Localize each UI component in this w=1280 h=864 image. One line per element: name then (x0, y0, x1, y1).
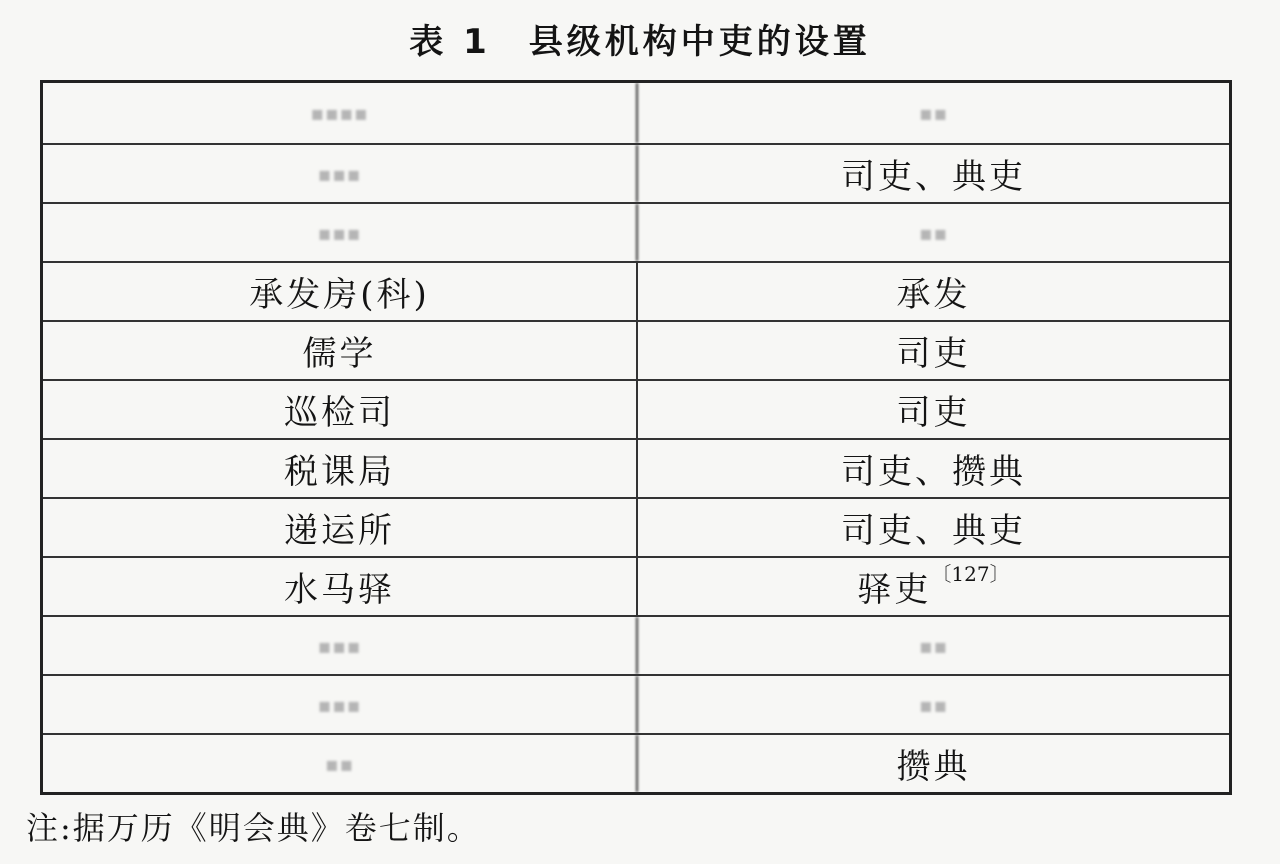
header-cell-clerk: ▪▪ (918, 101, 949, 125)
table-row (43, 202, 1229, 261)
clerk-cell: 司吏 (896, 393, 971, 433)
table-row (43, 674, 1229, 733)
institution-cell: 水马驿 (43, 558, 638, 615)
institution-cell: ▪▪▪ (43, 676, 638, 733)
institution-cell: 递运所 (43, 499, 638, 556)
table-row (43, 379, 1229, 438)
clerk-cell: ▪▪ (918, 220, 949, 245)
citation-superscript: 〔127〕 (931, 562, 1010, 586)
table-header-row (43, 83, 1229, 143)
table-row (43, 733, 1229, 792)
institution-cell: ▪▪ (43, 735, 638, 792)
clerk-text: 驿吏 (857, 570, 932, 610)
institution-cell: 税课局 (43, 440, 638, 497)
data-table (40, 80, 1232, 795)
table-title: 表 1 县级机构中吏的设置 (409, 22, 871, 62)
table-row (43, 497, 1229, 556)
clerk-cell: 司吏、典吏 (841, 157, 1026, 197)
clerk-cell: 司吏、典吏 (841, 511, 1026, 551)
institution-cell: 巡检司 (43, 381, 638, 438)
clerk-cell: 承发 (896, 275, 971, 315)
table-row (43, 615, 1229, 674)
institution-cell: ▪▪▪ (43, 617, 638, 674)
table-row (43, 320, 1229, 379)
clerk-cell: 司吏 (896, 334, 971, 374)
clerk-cell: ▪▪ (918, 692, 949, 717)
institution-cell: 承发房(科) (43, 263, 638, 320)
clerk-cell (638, 558, 1229, 615)
header-cell-institution: ▪▪▪▪ (43, 83, 638, 143)
clerk-cell: 司吏、攒典 (841, 452, 1026, 492)
clerk-cell: ▪▪ (918, 633, 949, 658)
table-row (43, 261, 1229, 320)
table-footnote: 注:据万历《明会典》卷七制。 (26, 809, 481, 847)
table-row (43, 143, 1229, 202)
table-row (43, 438, 1229, 497)
institution-cell: ▪▪▪ (43, 145, 638, 202)
institution-cell: 儒学 (43, 322, 638, 379)
clerk-cell: 攒典 (896, 747, 971, 787)
institution-cell: ▪▪▪ (43, 204, 638, 261)
table-row (43, 556, 1229, 615)
